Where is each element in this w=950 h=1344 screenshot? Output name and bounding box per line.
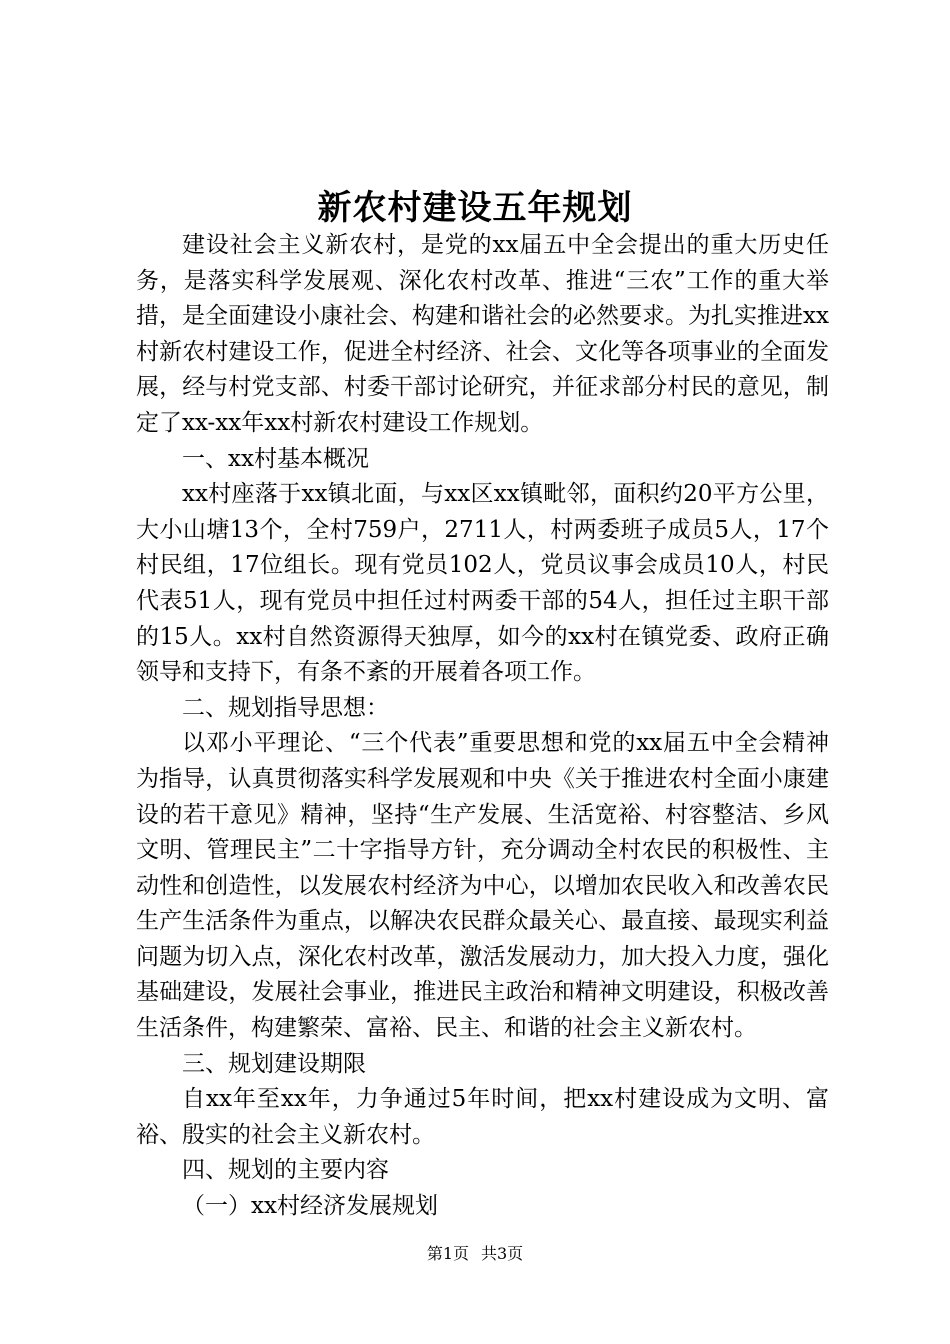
heading-section-1: 一、xx村基本概况 <box>182 445 369 472</box>
page-footer <box>0 1244 950 1264</box>
document-title: 新农村建设五年规划 <box>317 188 633 228</box>
paragraph-intro: 建设社会主义新农村，是党的xx届五中全会提出的重大历史任务，是落实科学发展观、深化农村改革、推进“三农”工作的重大举措，是全面建设小康社会、构建和谐社会的必然要求。为扎实推进xx村新农村建设工作，促进全村经济、社会、文化等各项事业的全面发展，经与村党支部、村委干部讨论研究，并征求部分村民的意见，制定了xx-xx年xx村新农村建设工作规划。 <box>136 232 829 436</box>
paragraph-guiding-ideology: 以邓小平理论、“三个代表”重要思想和党的xx届五中全会精神为指导，认真贯彻落实科学发展观和中央《关于推进农村全面小康建设的若干意见》精神，坚持“生产发展、生活宽裕、村容整洁、乡风文明、管理民主”二十字指导方针，充分调动全村农民的积极性、主动性和创造性，以发展农村经济为中心，以增加农民收入和改善农民生产生活条件为重点，以解决农民群众最关心、最直接、最现实利益问题为切入点，深化农村改革，激活发展动力，加大投入力度，强化基础建设，发展社会事业，推进民主政治和精神文明建设，积极改善生活条件，构建繁荣、富裕、民主、和谐的社会主义新农村。 <box>136 730 829 1042</box>
paragraph-village-overview: xx村座落于xx镇北面，与xx区xx镇毗邻，面积约20平方公里，大小山塘13个，全村759户，2711人，村两委班子成员5人，17个村民组，17位组长。现有党员102人，党员议事会成员10人，村民代表51人，现有党员中担任过村两委干部的54人，担任过主职干部的15人。xx村自然资源得天独厚，如今的xx村在镇党委、政府正确领导和支持下，有条不紊的开展着各项工作。 <box>136 481 829 686</box>
heading-section-2: 二、规划指导思想： <box>182 694 389 721</box>
document-body <box>136 228 829 1225</box>
heading-subsection-1: （一）xx村经济发展规划 <box>182 1193 438 1220</box>
page-total: 共3页 <box>481 1244 524 1263</box>
heading-section-3: 三、规划建设期限 <box>182 1050 366 1077</box>
heading-section-4: 四、规划的主要内容 <box>182 1157 389 1184</box>
page-number: 第1页 <box>426 1244 469 1263</box>
paragraph-planning-period: 自xx年至xx年，力争通过5年时间，把xx村建设成为文明、富裕、殷实的社会主义新农村。 <box>136 1086 829 1148</box>
